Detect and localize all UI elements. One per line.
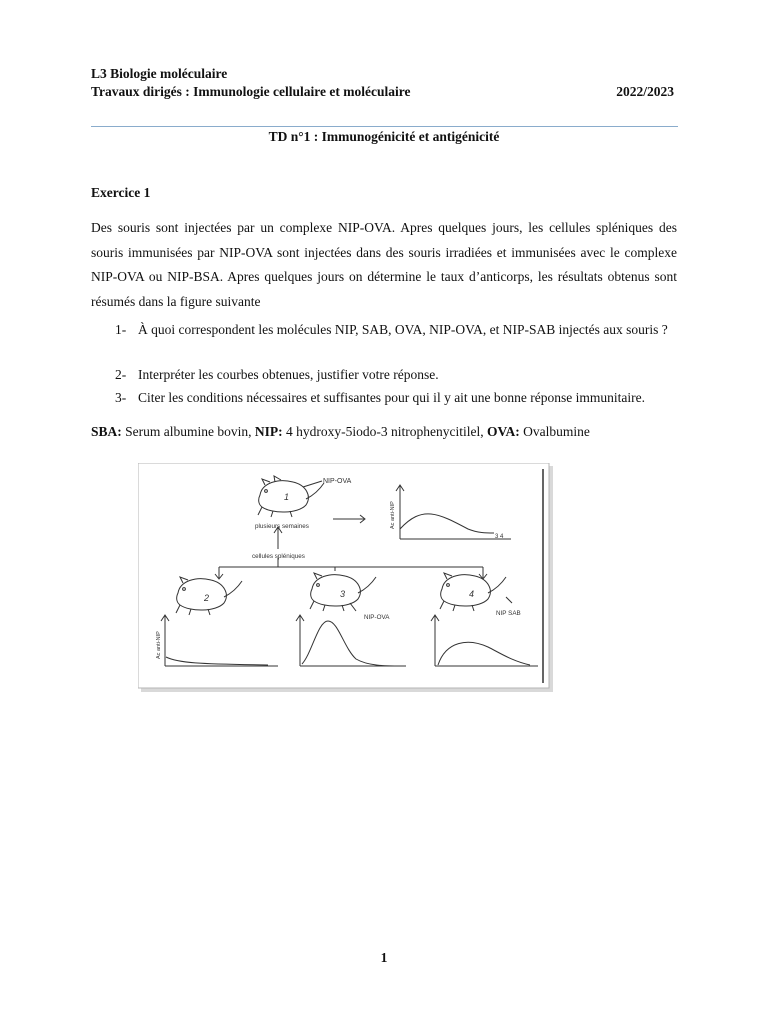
question-number: 2- — [115, 367, 127, 382]
label-nip-ova: NIP-OVA — [364, 614, 390, 621]
exercise-title: Exercice 1 — [91, 185, 151, 200]
question-text: À quoi correspondent les molécules NIP, SAB, OVA, NIP-OVA, et NIP-SAB injectés aux souris ? — [138, 322, 668, 337]
exercise-paragraph: Des souris sont injectées par un complexe NIP-OVA. Apres quelques jours, les cellules spléniques des souris immunisées par NIP-OVA sont injectées dans des souris irradiées et immunisées avec le complexe NIP-OVA ou NIP-BSA. Apres quelques jours on détermine le taux d’anticorps, les résultats obtenus sont résumés dans la figure suivante — [91, 220, 677, 309]
mouse-number: 4 — [469, 589, 475, 599]
label-nip-ova-top: NIP-OVA — [323, 478, 352, 485]
page-number: 1 — [380, 950, 388, 965]
question-text: Citer les conditions nécessaires et suffisantes pour qui il y ait une bonne réponse immunitaire. — [138, 390, 646, 405]
header-course: L3 Biologie moléculaire — [91, 66, 228, 81]
page-title: TD n°1 : Immunogénicité et antigénicité — [268, 129, 500, 144]
mouse-number: 2 — [204, 593, 210, 603]
abbr-term: OVA: — [486, 424, 520, 439]
abbr-term: SBA: — [91, 424, 122, 439]
question-number: 3- — [115, 390, 127, 405]
question-number: 1- — [115, 322, 127, 337]
abbr-def: Serum albumine bovin, — [121, 424, 255, 439]
header-rule — [91, 126, 678, 127]
abbreviations-line — [91, 424, 590, 440]
question-text: Interpréter les courbes obtenues, justifier votre réponse. — [138, 367, 439, 382]
header-subject: Travaux dirigés : Immunologie cellulaire et moléculaire — [91, 84, 411, 99]
abbr-def: 4 hydroxy-5iodo-3 nitrophenycitilel, — [282, 424, 487, 439]
label-weeks: plusieurs semaines — [255, 523, 309, 530]
abbr-def: Ovalbumine — [519, 424, 590, 439]
label-cells: cellules spléniques — [252, 553, 305, 560]
mouse-number: 1 — [284, 492, 290, 502]
axis-label-top: Ac anti-NIP — [390, 501, 396, 529]
label-nip-sab: NIP SAB — [496, 610, 521, 617]
experiment-figure — [138, 463, 555, 694]
axis-label-bottom: Ac anti-NIP — [156, 631, 162, 659]
header-year: 2022/2023 — [616, 84, 674, 99]
curve-end-label: 3 4 — [495, 534, 504, 540]
mouse-number: 3 — [340, 589, 346, 599]
abbr-term: NIP: — [254, 424, 283, 439]
